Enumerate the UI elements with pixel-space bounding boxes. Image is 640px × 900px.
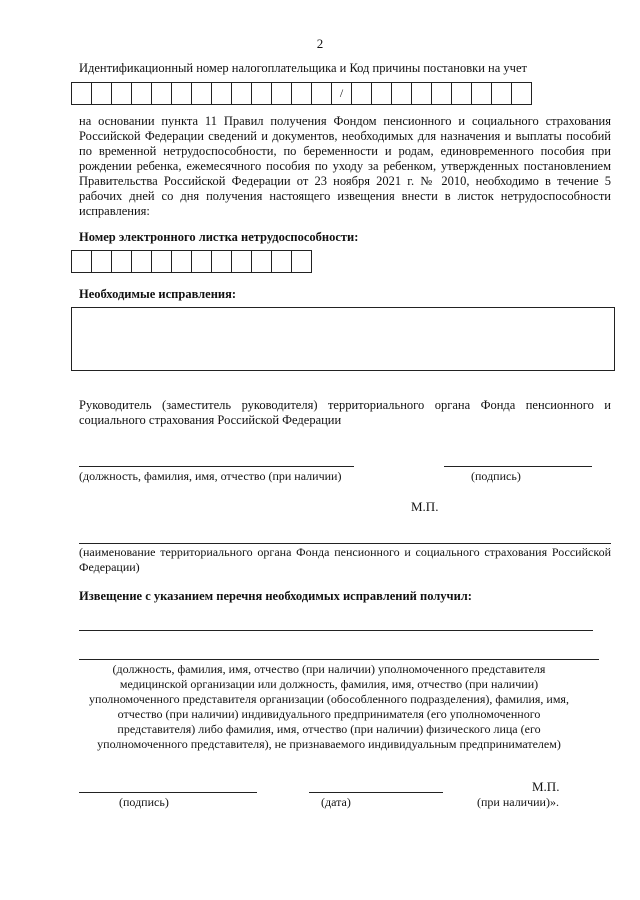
- org-name-caption: (наименование территориального органа Фонда пенсионного и социального страхования Российской Федерации): [79, 545, 611, 574]
- inn-kpp-cell[interactable]: [431, 82, 452, 105]
- bottom-signature-caption: (подпись): [119, 795, 169, 809]
- eln-number-cell[interactable]: [71, 250, 92, 273]
- inn-kpp-cell[interactable]: [171, 82, 192, 105]
- bottom-date-line: [309, 792, 443, 793]
- inn-kpp-cell[interactable]: [471, 82, 492, 105]
- inn-kpp-cell[interactable]: [411, 82, 432, 105]
- inn-kpp-cell[interactable]: /: [331, 82, 352, 105]
- inn-kpp-cell[interactable]: [291, 82, 312, 105]
- inn-kpp-cell[interactable]: [371, 82, 392, 105]
- corrections-box[interactable]: [71, 307, 615, 371]
- head-position-caption: (должность, фамилия, имя, отчество (при наличии): [79, 469, 342, 483]
- inn-kpp-cell[interactable]: [191, 82, 212, 105]
- inn-kpp-cell[interactable]: [391, 82, 412, 105]
- eln-number-cell[interactable]: [231, 250, 252, 273]
- bottom-signature-line: [79, 792, 257, 793]
- org-name-line: [79, 543, 611, 544]
- received-caption: (должность, фамилия, имя, отчество (при наличии) уполномоченного представителя медицинской организации или должность, фамилия, имя, отчество (при наличии) уполномоченного представителя организации (обособленного подразделения), фамилия, имя, отчество (при наличии) индивидуального предпринимателя (его уполномоченного представителя) либо фамилия, имя, отчество (при наличии) физического лица (его уполномоченного представителя), не признаваемого индивидуальным предпринимателем): [89, 662, 569, 751]
- head-signature-text: Руководитель (заместитель руководителя) территориального органа Фонда пенсионного и социального страхования Российской Федерации: [79, 398, 611, 427]
- inn-kpp-cell[interactable]: [71, 82, 92, 105]
- corrections-heading: Необходимые исправления:: [79, 287, 237, 301]
- inn-kpp-cell[interactable]: [351, 82, 372, 105]
- inn-kpp-cell[interactable]: [271, 82, 292, 105]
- inn-kpp-cell[interactable]: [311, 82, 332, 105]
- eln-number-cell[interactable]: [91, 250, 112, 273]
- head-stamp: М.П.: [411, 499, 439, 514]
- inn-kpp-cell[interactable]: [111, 82, 132, 105]
- eln-number-heading: Номер электронного листка нетрудоспособности:: [79, 230, 359, 244]
- eln-number-cell[interactable]: [111, 250, 132, 273]
- inn-kpp-cell[interactable]: [251, 82, 272, 105]
- inn-kpp-cell[interactable]: [131, 82, 152, 105]
- eln-number-cell[interactable]: [291, 250, 312, 273]
- eln-number-grid: [71, 250, 312, 273]
- eln-number-cell[interactable]: [171, 250, 192, 273]
- inn-kpp-grid: [71, 82, 532, 105]
- received-heading: Извещение с указанием перечня необходимых исправлений получил:: [79, 589, 472, 603]
- received-line-2: [79, 659, 599, 660]
- inn-kpp-cell[interactable]: [211, 82, 232, 105]
- inn-kpp-cell[interactable]: [151, 82, 172, 105]
- head-signature-caption: (подпись): [471, 469, 521, 483]
- eln-number-cell[interactable]: [131, 250, 152, 273]
- received-line-1: [79, 630, 593, 631]
- inn-kpp-cell[interactable]: [511, 82, 532, 105]
- bottom-stamp-caption: (при наличии)».: [477, 795, 559, 809]
- inn-kpp-cell[interactable]: [491, 82, 512, 105]
- eln-number-cell[interactable]: [271, 250, 292, 273]
- eln-number-cell[interactable]: [191, 250, 212, 273]
- eln-number-cell[interactable]: [251, 250, 272, 273]
- head-position-line: [79, 466, 354, 467]
- page-number: 2: [316, 36, 324, 51]
- bottom-stamp: М.П.: [532, 779, 560, 794]
- eln-number-cell[interactable]: [211, 250, 232, 273]
- head-signature-line: [444, 466, 592, 467]
- eln-number-cell[interactable]: [151, 250, 172, 273]
- inn-kpp-cell[interactable]: [231, 82, 252, 105]
- bottom-date-caption: (дата): [321, 795, 351, 809]
- basis-paragraph: на основании пункта 11 Правил получения Фондом пенсионного и социального страхования Российской Федерации сведений и документов, необходимых для назначения и выплаты пособий по временной нетрудоспособности, по беременности и родам, единовременного пособия при рождении ребенка, ежемесячного пособия по уходу за ребенком, утвержденных постановлением Правительства Российской Федерации от 23 ноября 2021 г. № 2010, необходимо в течение 5 рабочих дней со дня получения настоящего извещения внести в листок нетрудоспособности исправления:: [79, 114, 611, 218]
- inn-kpp-cell[interactable]: [451, 82, 472, 105]
- corrections-text: [72, 308, 614, 316]
- inn-kpp-cell[interactable]: [91, 82, 112, 105]
- inn-kpp-title: Идентификационный номер налогоплательщика и Код причины постановки на учет: [79, 61, 527, 75]
